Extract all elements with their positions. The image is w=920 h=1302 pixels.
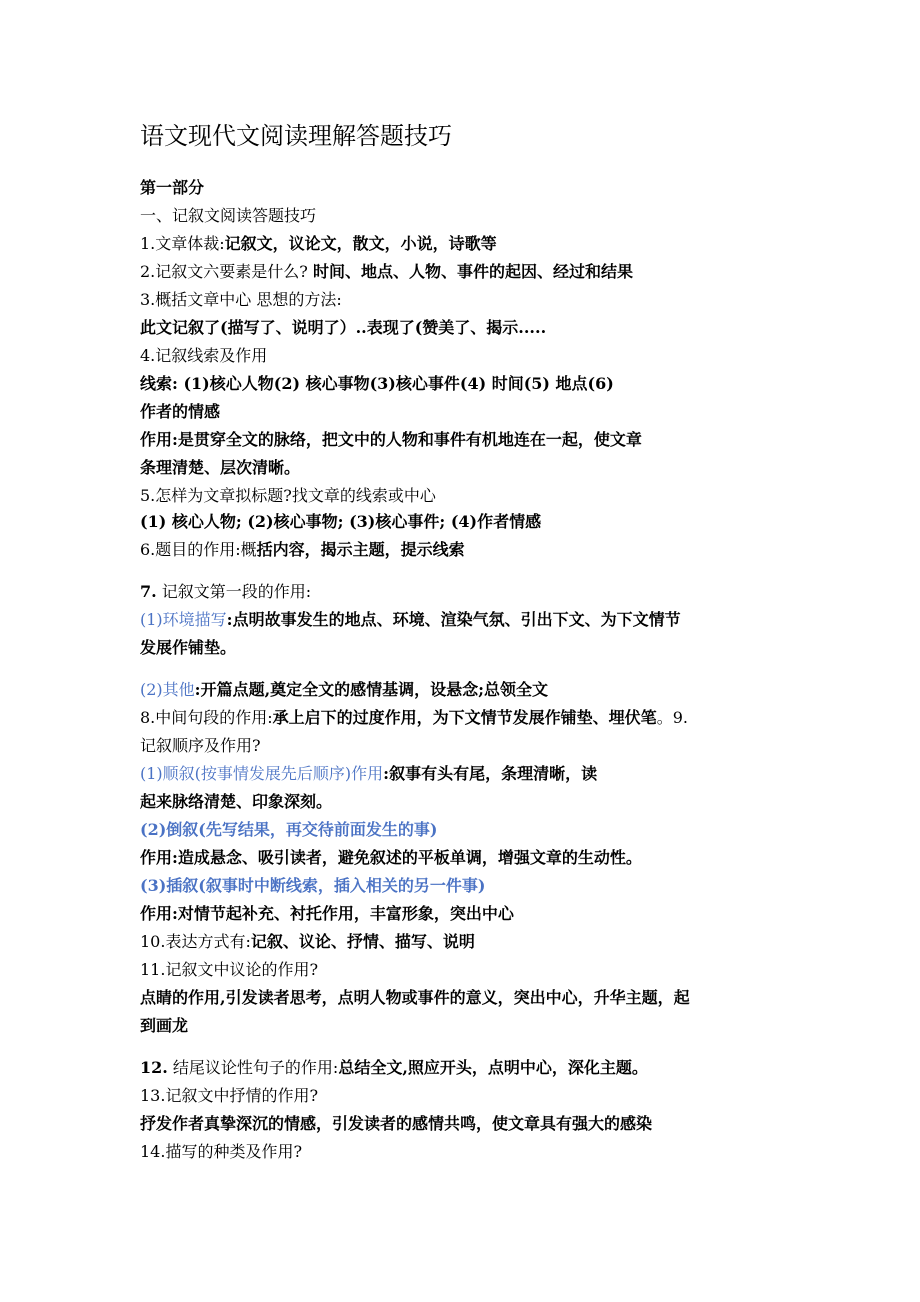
text-segment: 时间、地点、人物、事件的起因、经过和结果 (312, 262, 633, 281)
text-line (140, 676, 548, 704)
text-segment: 2.记叙文六要素是什么? (140, 262, 313, 281)
document-title: 语文现代文阅读理解答题技巧 (140, 122, 452, 150)
text-line (140, 482, 436, 510)
text-segment: 记叙顺序及作用? (140, 736, 261, 755)
text-segment: 作者的情感 (140, 402, 221, 421)
text-segment: 线索: (1)核心人物(2) 核心事物(3)核心事件(4) 时间(5) 地点(6) (140, 374, 614, 393)
text-line (140, 788, 332, 816)
text-segment: 到画龙 (140, 1016, 189, 1035)
text-line (140, 984, 690, 1012)
text-segment: 结尾议论性句子的作用: (167, 1058, 339, 1077)
text-line (140, 454, 300, 482)
text-segment: 记叙、议论、抒情、描写、说明 (250, 932, 475, 951)
text-segment: 1.文章体裁: (140, 234, 225, 253)
text-line (140, 928, 475, 956)
text-segment: 记叙文第一段的作用: (156, 582, 312, 601)
text-segment: 5.怎样为文章拟标题?找文章的线索或中心 (140, 486, 436, 505)
text-line (140, 578, 311, 606)
text-line (140, 844, 642, 872)
text-line (140, 1012, 188, 1040)
text-segment: 第一部分 (140, 178, 205, 197)
text-segment: 此文记叙了(描写了、说明了）..表现了(赞美了、揭示..... (140, 318, 547, 337)
text-line (140, 1138, 302, 1166)
text-line (140, 606, 681, 634)
text-segment: 7. (140, 582, 157, 601)
text-segment: :开篇点题,奠定全文的感情基调，设悬念;总领全文 (194, 680, 549, 699)
text-segment: 10.表达方式有: (140, 932, 251, 951)
text-segment: 记叙文，议论文，散文，小说，诗歌等 (224, 234, 497, 253)
text-line (140, 202, 316, 230)
text-segment: 承上启下的过度作用，为下文情节发展作铺垫、埋伏笔 (272, 708, 657, 727)
text-line (140, 1110, 652, 1138)
text-segment: 3.概括文章中心 思想的方法: (140, 290, 342, 309)
text-segment: 14.描写的种类及作用? (140, 1142, 303, 1161)
text-line (140, 230, 497, 258)
text-segment: 作用:造成悬念、吸引读者，避免叙述的平板单调，增强文章的生动性。 (140, 848, 642, 867)
text-line (140, 956, 318, 984)
text-line (140, 370, 614, 398)
text-segment: 13.记叙文中抒情的作用? (140, 1086, 319, 1105)
text-segment: 作用:对情节起补充、衬托作用，丰富形象，突出中心 (140, 904, 514, 923)
text-line (140, 900, 514, 928)
text-segment: (1) 核心人物; (2)核心事物; (3)核心事件; (4)作者情感 (140, 512, 542, 531)
text-segment: :叙事有头有尾，条理清晰，读 (383, 764, 598, 783)
text-segment: 点睛的作用,引发读者思考，点明人物或事件的意义，突出中心，升华主题，起 (140, 988, 690, 1007)
text-segment: 8.中间句段的作用: (140, 708, 273, 727)
text-line (140, 536, 465, 564)
text-segment: :点明故事发生的地点、环境、渲染气氛、引出下文、为下文情节 (226, 610, 681, 629)
text-segment: 抒发作者真挚深沉的情感，引发读者的感情共鸣，使文章具有强大的感染 (140, 1114, 653, 1133)
text-line (140, 704, 688, 732)
text-segment: 12. (140, 1058, 168, 1077)
text-line (140, 816, 437, 844)
text-segment: (3)插叙(叙事时中断线索，插入相关的另一件事) (140, 876, 486, 895)
text-segment: (2)其他 (140, 680, 195, 699)
text-line (140, 732, 261, 760)
text-segment: 括内容，揭示主题，提示线索 (256, 540, 465, 559)
text-segment: 一、记叙文阅读答题技巧 (140, 206, 317, 225)
text-segment: (1)环境描写 (140, 610, 227, 629)
text-line (140, 174, 204, 202)
text-segment: (2)倒叙(先写结果，再交待前面发生的事) (140, 820, 438, 839)
text-line (140, 398, 220, 426)
text-line (140, 426, 642, 454)
text-segment: 11.记叙文中议论的作用? (140, 960, 319, 979)
text-line (140, 1082, 318, 1110)
text-line (140, 760, 597, 788)
text-line (140, 314, 546, 342)
text-line (140, 508, 541, 536)
text-segment: 4.记叙线索及作用 (140, 346, 268, 365)
text-line (140, 872, 485, 900)
text-segment: 起来脉络清楚、印象深刻。 (140, 792, 333, 811)
text-segment: 发展作铺垫。 (140, 638, 237, 657)
text-line (140, 286, 342, 314)
text-line (140, 258, 633, 286)
text-segment: 总结全文,照应开头，点明中心，深化主题。 (338, 1058, 648, 1077)
text-line (140, 1054, 648, 1082)
text-segment: 条理清楚、层次清晰。 (140, 458, 301, 477)
text-segment: (1)顺叙(按事情发展先后顺序)作用 (140, 764, 384, 783)
text-line (140, 634, 236, 662)
text-segment: 作用:是贯穿全文的脉络，把文中的人物和事件有机地连在一起，使文章 (140, 430, 642, 449)
text-line (140, 342, 267, 370)
text-segment: 6.题目的作用:概 (140, 540, 257, 559)
text-segment: 。9. (656, 708, 688, 727)
